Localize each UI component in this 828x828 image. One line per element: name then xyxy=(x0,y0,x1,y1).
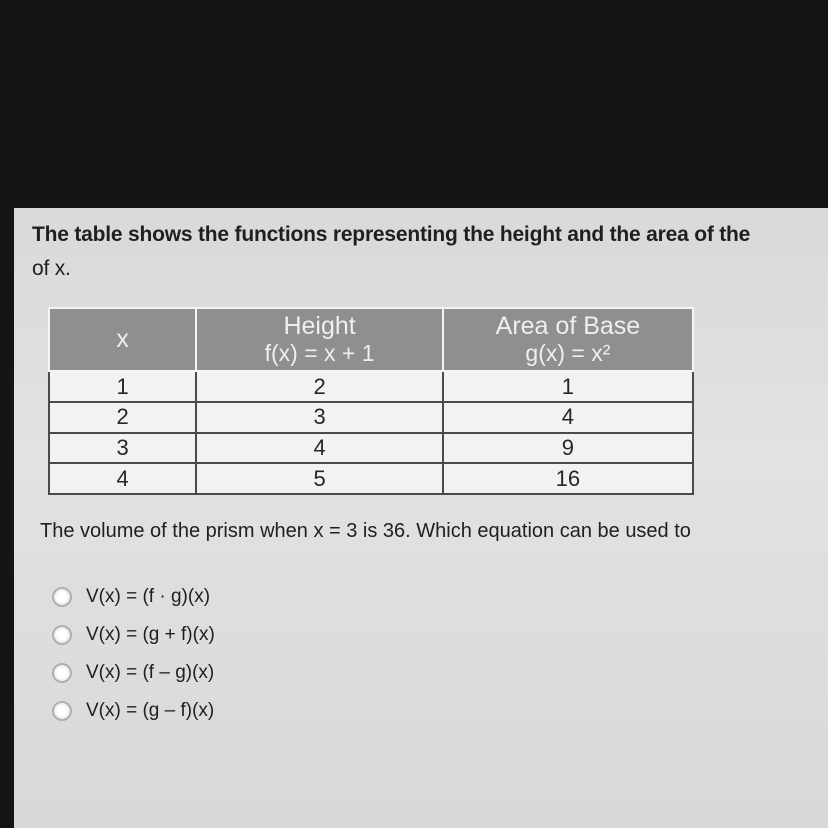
option-label: V(x) = (f · g)(x) xyxy=(86,586,211,607)
volume-question: The volume of the prism when x = 3 is 36. Which equation can be used to xyxy=(40,520,691,542)
radio-button[interactable] xyxy=(52,663,72,683)
cell-height: 3 xyxy=(196,402,443,433)
cell-x: 2 xyxy=(49,402,196,433)
answer-option[interactable] xyxy=(52,616,215,654)
table-row xyxy=(49,402,693,433)
cell-height: 5 xyxy=(196,463,443,494)
header-x: x xyxy=(49,308,196,371)
radio-button[interactable] xyxy=(52,625,72,645)
cell-x: 4 xyxy=(49,463,196,494)
answer-option[interactable] xyxy=(52,692,215,730)
question-line-2: of x. xyxy=(32,257,71,280)
cell-x: 1 xyxy=(49,371,196,402)
cell-height: 4 xyxy=(196,433,443,464)
question-line-1: The table shows the functions representing the height and the area of the xyxy=(32,223,751,246)
screen xyxy=(14,208,828,828)
header-area-title: Area of Base xyxy=(495,311,641,340)
answer-option[interactable] xyxy=(52,578,215,616)
cell-area: 4 xyxy=(443,402,693,433)
header-height-function: f(x) = x + 1 xyxy=(264,339,375,366)
function-table xyxy=(48,307,694,495)
header-area-function: g(x) = x² xyxy=(525,339,611,366)
answer-options xyxy=(52,578,215,730)
cell-height: 2 xyxy=(196,371,443,402)
header-area xyxy=(443,308,693,371)
cell-area: 9 xyxy=(443,433,693,464)
radio-button[interactable] xyxy=(52,587,72,607)
header-height xyxy=(196,308,443,371)
table-row xyxy=(49,433,693,464)
header-height-title: Height xyxy=(283,311,356,340)
cell-area: 16 xyxy=(443,463,693,494)
answer-option[interactable] xyxy=(52,654,215,692)
option-label: V(x) = (g + f)(x) xyxy=(86,624,215,645)
table-row xyxy=(49,463,693,494)
option-label: V(x) = (f – g)(x) xyxy=(86,662,215,683)
question-text xyxy=(32,218,828,286)
option-label: V(x) = (g – f)(x) xyxy=(86,700,215,721)
table-row xyxy=(49,371,693,402)
table-header-row xyxy=(49,308,693,371)
cell-area: 1 xyxy=(443,371,693,402)
radio-button[interactable] xyxy=(52,701,72,721)
cell-x: 3 xyxy=(49,433,196,464)
